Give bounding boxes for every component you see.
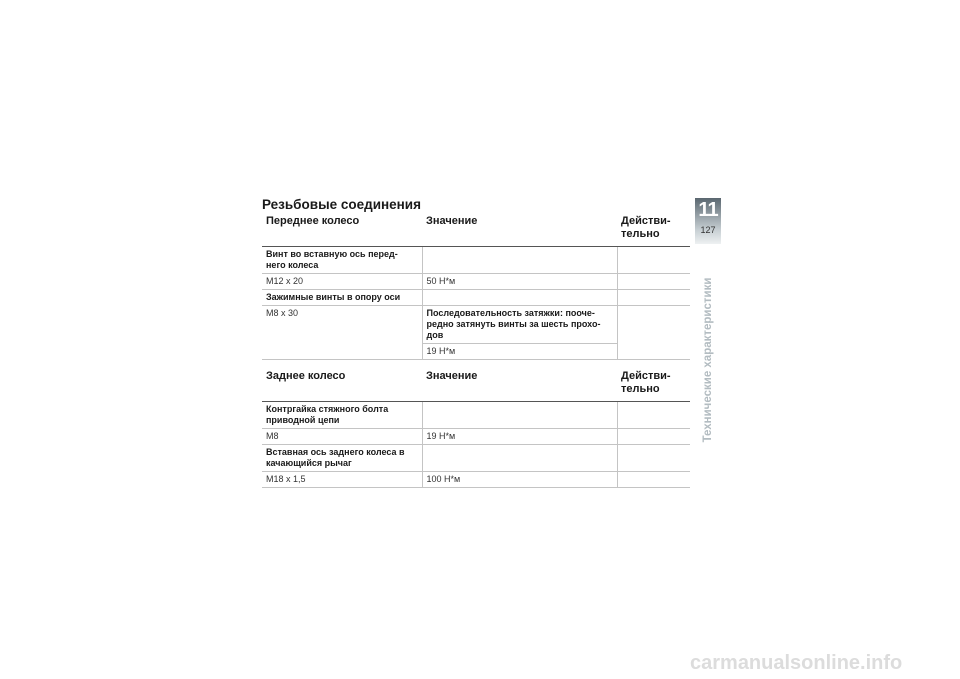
- table-row: [262, 306, 690, 344]
- rear-header-valid: Действи- тельно: [617, 360, 690, 402]
- chapter-tab: [695, 198, 721, 244]
- page-title: Резьбовые соединения: [262, 197, 421, 212]
- rear-row-2-name: Вставная ось заднего колеса в качающийся рычаг: [262, 445, 422, 472]
- rear-row-2-spec: М18 x 1,5: [262, 472, 422, 488]
- front-row-1-spec: М12 x 20: [262, 274, 422, 290]
- front-row-2-spec: М8 x 30: [266, 308, 299, 318]
- front-header-component: Переднее колесо: [262, 211, 422, 247]
- table-row: [262, 402, 690, 429]
- front-header-value: Значение: [422, 211, 617, 247]
- front-row-2-name: Зажимные винты в опору оси: [262, 290, 422, 306]
- table-row: [262, 247, 690, 274]
- rear-header-component: Заднее колесо: [262, 360, 422, 402]
- table-row: [262, 274, 690, 290]
- table-row: [262, 429, 690, 445]
- rear-row-2-value: 100 Н*м: [422, 472, 617, 488]
- table-row: [262, 290, 690, 306]
- rear-row-1-value: 19 Н*м: [422, 429, 617, 445]
- page-number: 127: [700, 225, 716, 235]
- chapter-number: 11: [698, 199, 718, 221]
- front-row-1-name: Винт во вставную ось перед- него колеса: [262, 247, 422, 274]
- rear-header-value: Значение: [422, 360, 617, 402]
- watermark: carmanualsonline.info: [690, 652, 903, 674]
- front-row-2-note: Последовательность затяжки: пооче- редно затянуть винты за шесть прохо- дов: [422, 306, 617, 344]
- front-header-valid: Действи- тельно: [617, 211, 690, 247]
- torque-table: [262, 211, 690, 488]
- chapter-title: Технические характеристики: [702, 277, 714, 443]
- rear-row-1-spec: М8: [262, 429, 422, 445]
- front-row-2-value: 19 Н*м: [422, 344, 617, 360]
- table-row: [262, 445, 690, 472]
- front-row-1-value: 50 Н*м: [422, 274, 617, 290]
- rear-row-1-name: Контргайка стяжного болта приводной цепи: [262, 402, 422, 429]
- table-row: [262, 472, 690, 488]
- rear-header-row: [262, 360, 690, 402]
- front-header-row: [262, 211, 690, 247]
